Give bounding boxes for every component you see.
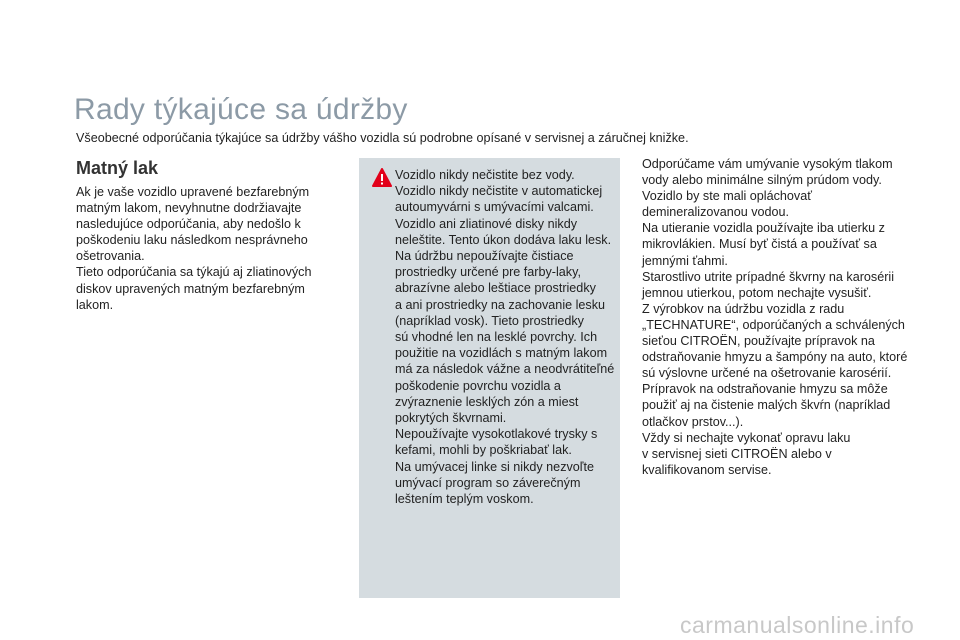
left-line: Ak je vaše vozidlo upravené bezfarebným — [76, 185, 310, 199]
warning-box — [359, 158, 620, 598]
right-line: Starostlivo utrite prípadné škvrny na karosérii — [642, 269, 894, 284]
warning-text — [395, 167, 617, 507]
right-line: Z výrobkov na údržbu vozidla z radu — [642, 301, 845, 316]
right-line: jemnými ťahmi. — [642, 253, 728, 268]
warning-line: Na umývacej linke si nikdy nezvoľte — [395, 459, 594, 474]
warning-line: prostriedky určené pre farby-laky, — [395, 265, 581, 280]
right-line: jemnou utierkou, potom nechajte vysušiť. — [642, 285, 872, 300]
warning-line: a ani prostriedky na zachovanie lesku — [395, 297, 606, 312]
warning-line: Vozidlo nikdy nečistite v automatickej — [395, 184, 603, 199]
right-column — [642, 156, 912, 478]
warning-line: kefami, mohli by poškriabať lak. — [395, 443, 572, 458]
warning-line: použitie na vozidlách s matným lakom — [395, 346, 608, 361]
right-line: „TECHNATURE“, odporúčaných a schválených — [642, 317, 905, 332]
warning-line: poškodenie povrchu vozidla a — [395, 378, 561, 393]
warning-line: sú vhodné len na lesklé povrchy. Ich — [395, 330, 598, 345]
right-line: sieťou CITROËN, používajte prípravok na — [642, 334, 875, 349]
right-line: sú výslovne určené na ošetrovanie karosérií. — [642, 366, 892, 381]
right-line: Prípravok na odstraňovanie hmyzu sa môže — [642, 382, 888, 397]
right-line: odstraňovanie hmyzu a šampóny na auto, ktoré — [642, 350, 908, 365]
left-line: lakom. — [76, 297, 114, 312]
right-line: Na utieranie vozidla používajte iba utierku z — [642, 221, 885, 236]
intro-text: Všeobecné odporúčania týkajúce sa údržby vášho vozidla sú podrobne opísané v servisnej a záručnej knižke. — [76, 131, 689, 145]
warning-line: zvýraznenie lesklých zón a miest — [395, 394, 579, 409]
left-column — [76, 156, 336, 313]
right-line: vody alebo minimálne silným prúdom vody. — [642, 173, 882, 188]
page-title: Rady týkajúce sa údržby — [74, 93, 408, 126]
right-line: v servisnej sieti CITROËN alebo v — [642, 446, 832, 461]
section-heading: Matný lak — [76, 158, 159, 178]
right-line: mikrovlákien. Musí byť čistá a používať sa — [642, 237, 877, 252]
right-line: Vozidlo by ste mali opláchovať — [642, 189, 812, 204]
warning-line: má za následok vážne a neodvrátiteľné — [395, 362, 615, 377]
warning-line: leštením teplým voskom. — [395, 492, 534, 507]
warning-line: neleštite. Tento úkon dodáva laku lesk. — [395, 232, 612, 247]
right-line: Odporúčame vám umývanie vysokým tlakom — [642, 157, 893, 171]
warning-line: Vozidlo ani zliatinové disky nikdy — [395, 216, 578, 231]
right-line: Vždy si nechajte vykonať opravu laku — [642, 430, 851, 445]
left-line: diskov upravených matným bezfarebným — [76, 281, 305, 296]
warning-line: Na údržbu nepoužívajte čistiace — [395, 249, 574, 264]
left-line: poškodeniu laku následkom nesprávneho — [76, 233, 308, 248]
warning-line: umývací program so záverečným — [395, 475, 581, 490]
warning-exclamation-icon — [372, 168, 392, 188]
left-line: nasledujúce odporúčania, aby nedošlo k — [76, 217, 301, 232]
left-line: ošetrovania. — [76, 249, 145, 264]
watermark: carmanualsonline.info — [680, 612, 915, 638]
warning-line: abrazívne alebo leštiace prostriedky — [395, 281, 596, 296]
warning-line: pokrytých škvrnami. — [395, 411, 507, 426]
left-line: matným lakom, nevyhnutne dodržiavajte — [76, 201, 302, 216]
right-line: otlačkov prstov...). — [642, 414, 744, 429]
warning-line: (napríklad vosk). Tieto prostriedky — [395, 313, 584, 328]
warning-line: autoumyvárni s umývacími valcami. — [395, 200, 594, 215]
left-line: Tieto odporúčania sa týkajú aj zliatinových — [76, 265, 312, 280]
warning-line: Nepoužívajte vysokotlakové trysky s — [395, 427, 598, 442]
warning-line: Vozidlo nikdy nečistite bez vody. — [395, 168, 575, 182]
right-line: kvalifikovanom servise. — [642, 462, 772, 477]
right-line: použiť aj na čistenie malých škvŕn (napríklad — [642, 398, 891, 413]
right-line: demineralizovanou vodou. — [642, 205, 790, 220]
